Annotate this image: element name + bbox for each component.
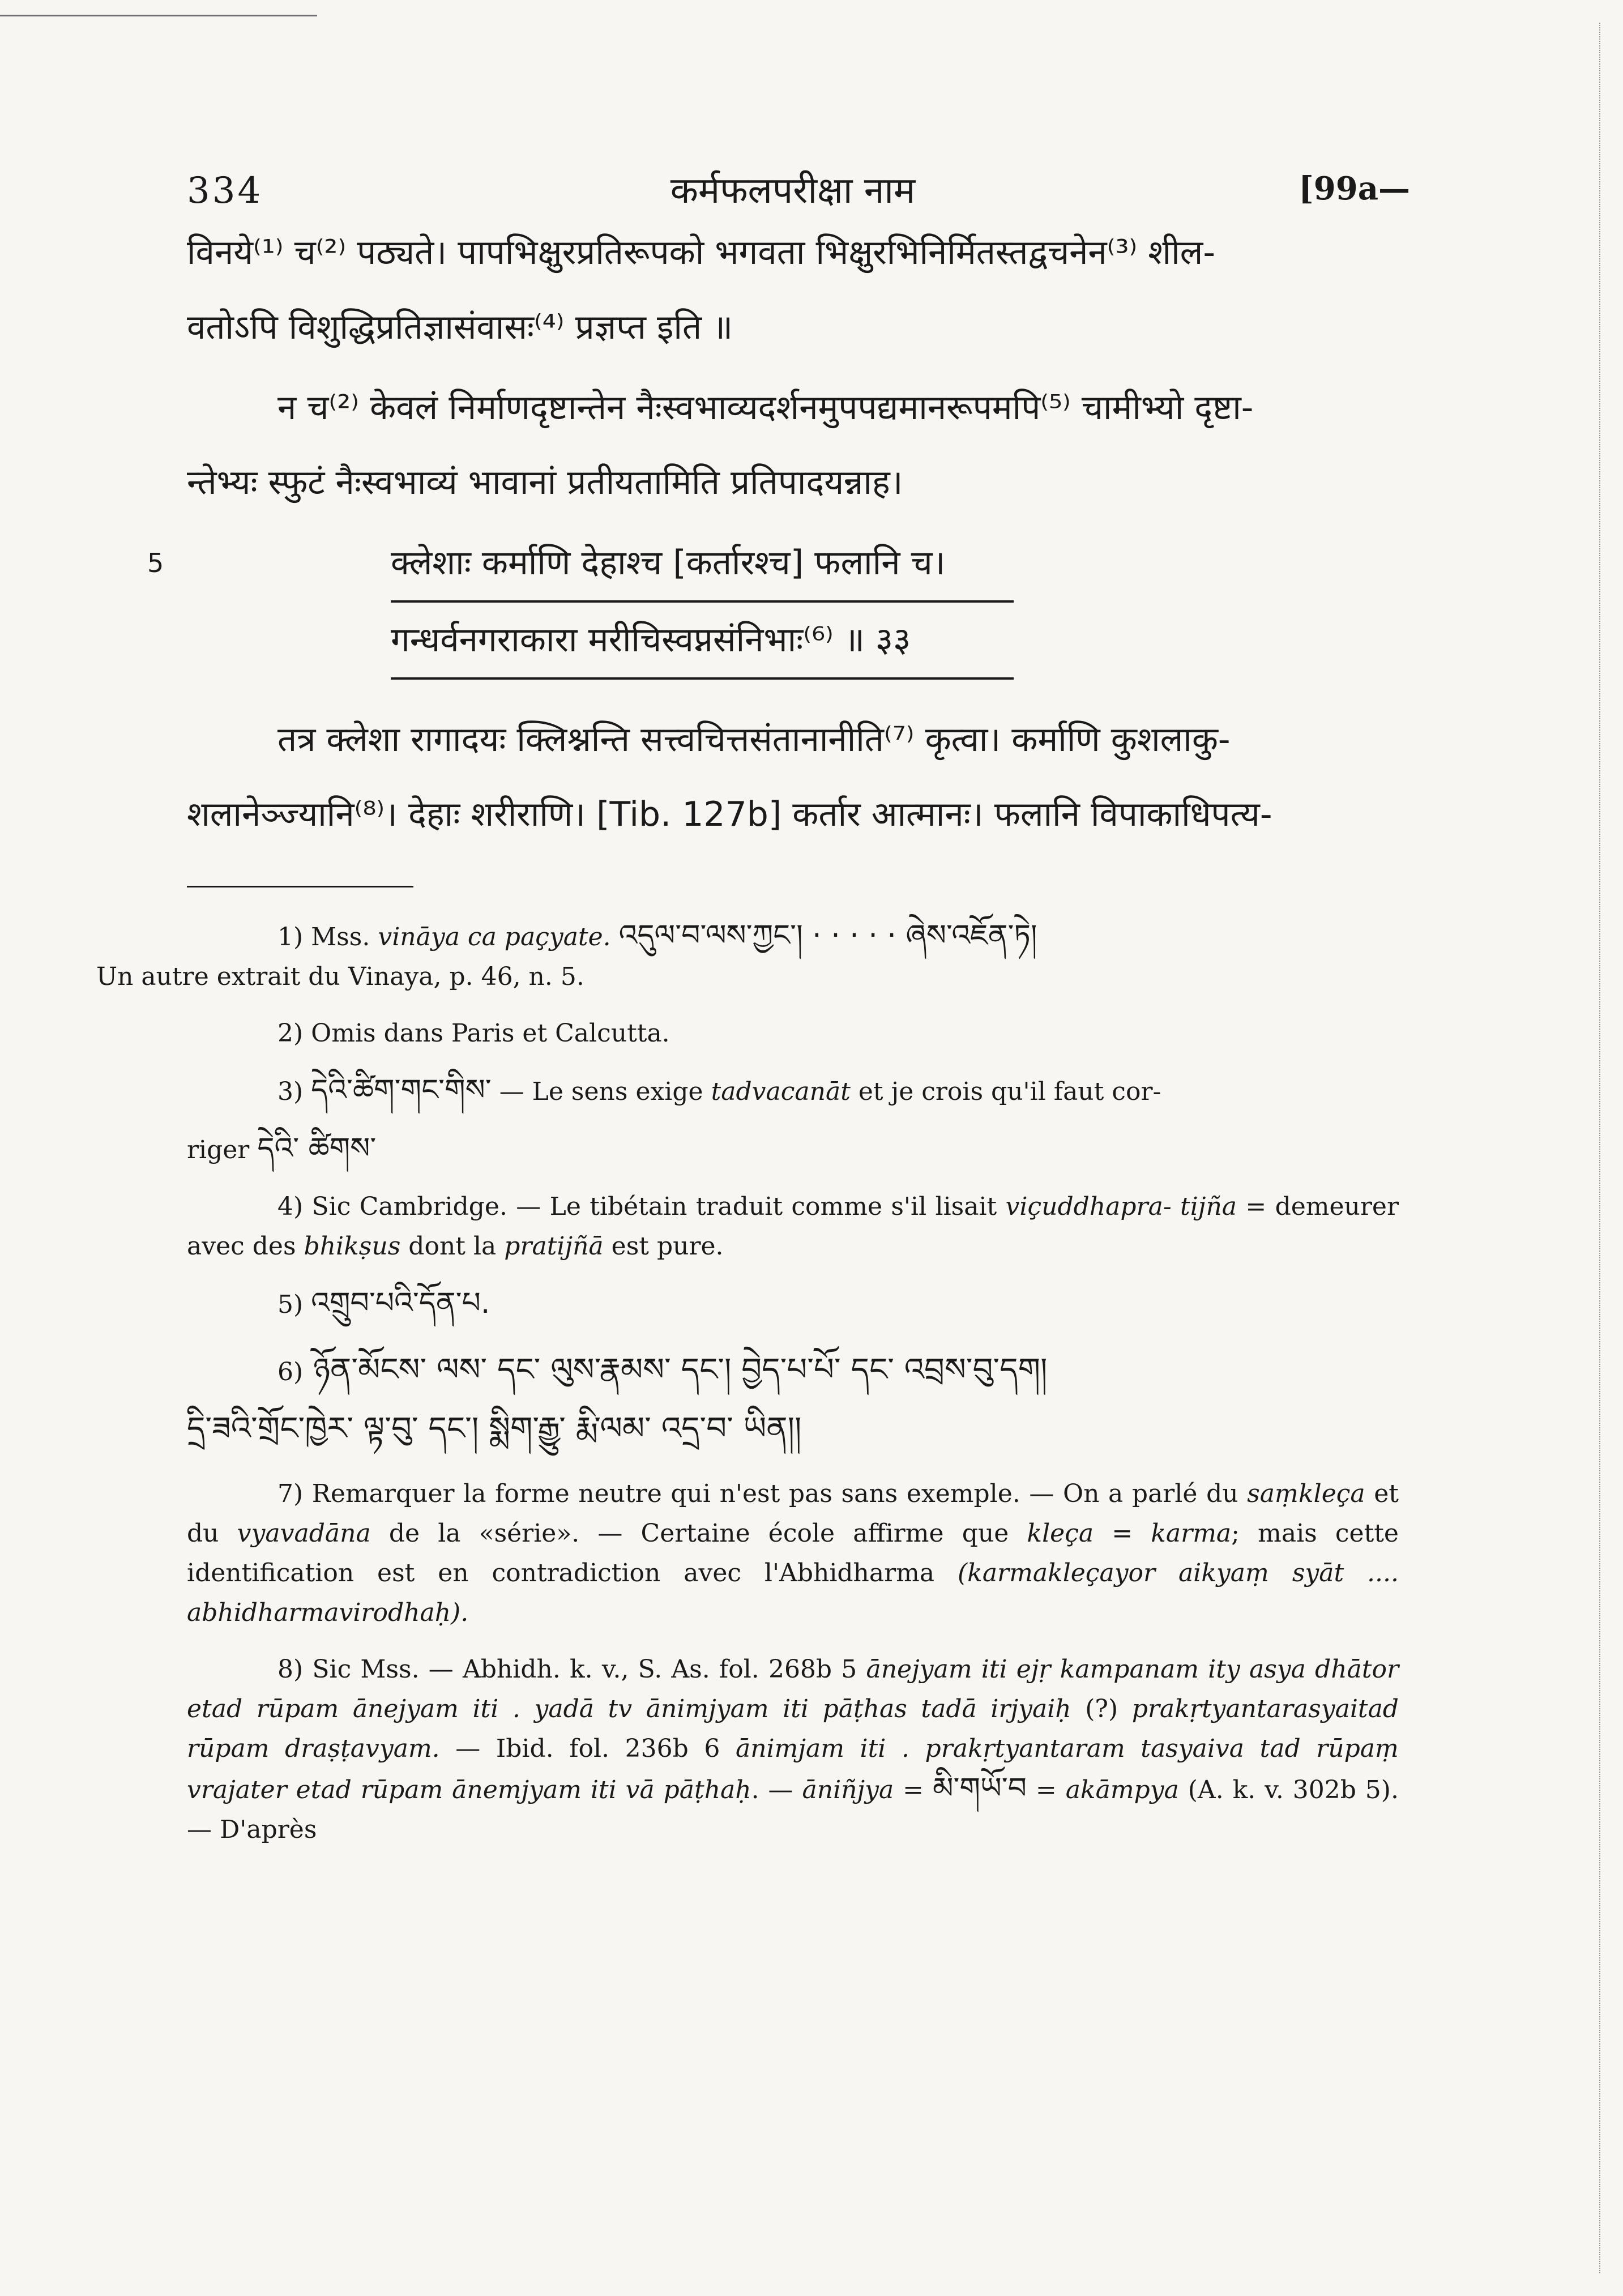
tibetan-text: ཉོན་མོངས་ ལས་ དང་ ལུས་རྣམས་ དང་། བྱེད་པ་པོ་ དང་ འབྲས་བུ་དག།	[313, 1351, 1048, 1388]
footnote-5: 5) འགྲུབ་པའི་དོན་པ.	[277, 1286, 490, 1320]
text-line: न्तेभ्यः स्फुटं नैःस्वभाव्यं भावानां प्रतीयतामिति प्रतिपादयन्नाह।	[187, 463, 903, 502]
sanskrit-paragraph-3	[187, 702, 1399, 852]
footnote-rule	[187, 886, 413, 887]
page-header	[187, 136, 1410, 215]
page	[96, 136, 1410, 1867]
tibetan-text: དེའི་ཚིག་གང་གིས་	[311, 1073, 492, 1107]
verse-block	[147, 526, 1399, 680]
line-number: 5	[147, 548, 164, 578]
tibetan-text: འདུལ་བ་ལས་ཀྱང་། · · · · · ཞེས་འཇོན་ཏེ།	[618, 919, 1037, 953]
footnote-6: 6) ཉོན་མོངས་ ལས་ དང་ ལུས་རྣམས་ དང་། བྱེད་པ་པོ་ དང་ འབྲས་བུ་དག། དྲི་ཟའི་གྲོང་ཁྱེར་ ལྟ་བུ་ དང་། སྨིག་རྒྱུ་ རྨི་ལམ་ འདྲ་བ་ ཡིན།།	[187, 1342, 1399, 1457]
text-line: विनये⁽¹⁾ च⁽²⁾ पठ्यते। पापभिक्षुरप्रतिरूपको भगवता भिक्षुरभिनिर्मितस्तद्वचनेन⁽³⁾ शील-	[187, 233, 1215, 272]
folio-reference: [99a—	[1299, 170, 1410, 207]
footnote-2: 2) Omis dans Paris et Calcutta.	[277, 1019, 670, 1048]
tibetan-text: དེའི་ ཚིགས་	[257, 1132, 377, 1166]
footnote-3: 3) དེའི་ཚིག་གང་གིས་ — Le sens exige tadvacanāt et je crois qu'il faut cor-	[277, 1073, 1161, 1107]
footnotes	[96, 916, 1399, 1850]
tibetan-text: དྲི་ཟའི་གྲོང་ཁྱེར་ ལྟ་བུ་ དང་། སྨིག་རྒྱུ་ རྨི་ལམ་ འདྲ་བ་ ཡིན།།	[187, 1410, 802, 1447]
footnote-1: 1) Mss. vināya ca paçyate. འདུལ་བ་ལས་ཀྱང་། · · · · · ཞེས་འཇོན་ཏེ། Un autre extrait du Vinaya, p. 46, n. 5.	[96, 919, 1037, 991]
verse-line: क्लेशाः कर्माणि देहाश्च [कर्तारश्च] फलानि च।	[391, 526, 1014, 603]
text-line: वतोऽपि विशुद्धिप्रतिज्ञासंवासः⁽⁴⁾ प्रज्ञप्त इति ॥	[187, 308, 733, 347]
sanskrit-paragraph-1	[187, 215, 1399, 365]
verse-line: गन्धर्वनगराकारा मरीचिस्वप्नसंनिभाः⁽⁶⁾ ॥ ३३	[391, 603, 1014, 680]
right-page-edge	[1598, 23, 1600, 2273]
footnote-3-cont: riger དེའི་ ཚིགས་	[187, 1132, 377, 1166]
footnote-7: 7) Remarquer la forme neutre qui n'est pas sans exemple. — On a parlé du saṃkleça et du vyavadāna de la «série». — Certaine école affirme que kleça = karma; mais cette identification est en contradiction avec l'Abhidharma (karmakleçayor aikyaṃ syāt .... abhidharmavirodhaḥ).	[187, 1479, 1399, 1627]
top-edge-rule	[0, 15, 317, 16]
footnote-8: 8) Sic Mss. — Abhidh. k. v., S. As. fol. 268b 5 ānejyam iti ejṛ kampanam ity asya dhātor etad rūpam ānejyam iti . yadā tv ānimjyam iti pāṭhas tadā irjyaiḥ (?) prakṛtyantarasyaitad rūpam draṣṭavyam. — Ibid. fol. 236b 6 ānimjam iti . prakṛtyantaram tasyaiva tad rūpaṃ vrajater etad rūpam ānemjyam iti vā pāṭhaḥ. — āniñjya = མི་གཡོ་བ = akāmpya (A. k. v. 302b 5). — D'après	[187, 1655, 1399, 1844]
footnote-4: 4) Sic Cambridge. — Le tibétain traduit comme s'il lisait viçuddhapra- tijña = demeurer avec des bhikṣus dont la pratijñā est pure.	[187, 1192, 1399, 1261]
sanskrit-paragraph-2	[187, 370, 1399, 445]
sanskrit-paragraph-2-cont	[187, 445, 1399, 520]
page-number: 334	[187, 170, 263, 212]
tibetan-text: མི་གཡོ་བ	[932, 1772, 1027, 1806]
running-title: कर्मफलपरीक्षा नाम	[670, 170, 916, 212]
text-line: न च⁽²⁾ केवलं निर्माणदृष्टान्तेन नैःस्वभाव्यदर्शनमुपपद्यमानरूपमपि⁽⁵⁾ चामीभ्यो दृष्टा-	[277, 388, 1254, 428]
text-line: शलानेञ्ज्यानि⁽⁸⁾। देहाः शरीराणि। [Tib. 127b] कर्तार आत्मानः। फलानि विपाकाधिपत्य-	[187, 795, 1272, 834]
tibetan-text: འགྲུབ་པའི་དོན་པ.	[311, 1286, 490, 1320]
text-line: तत्र क्लेशा रागादयः क्लिश्नन्ति सत्त्वचित्तसंतानानीति⁽⁷⁾ कृत्वा। कर्माणि कुशलाकु-	[277, 720, 1231, 759]
